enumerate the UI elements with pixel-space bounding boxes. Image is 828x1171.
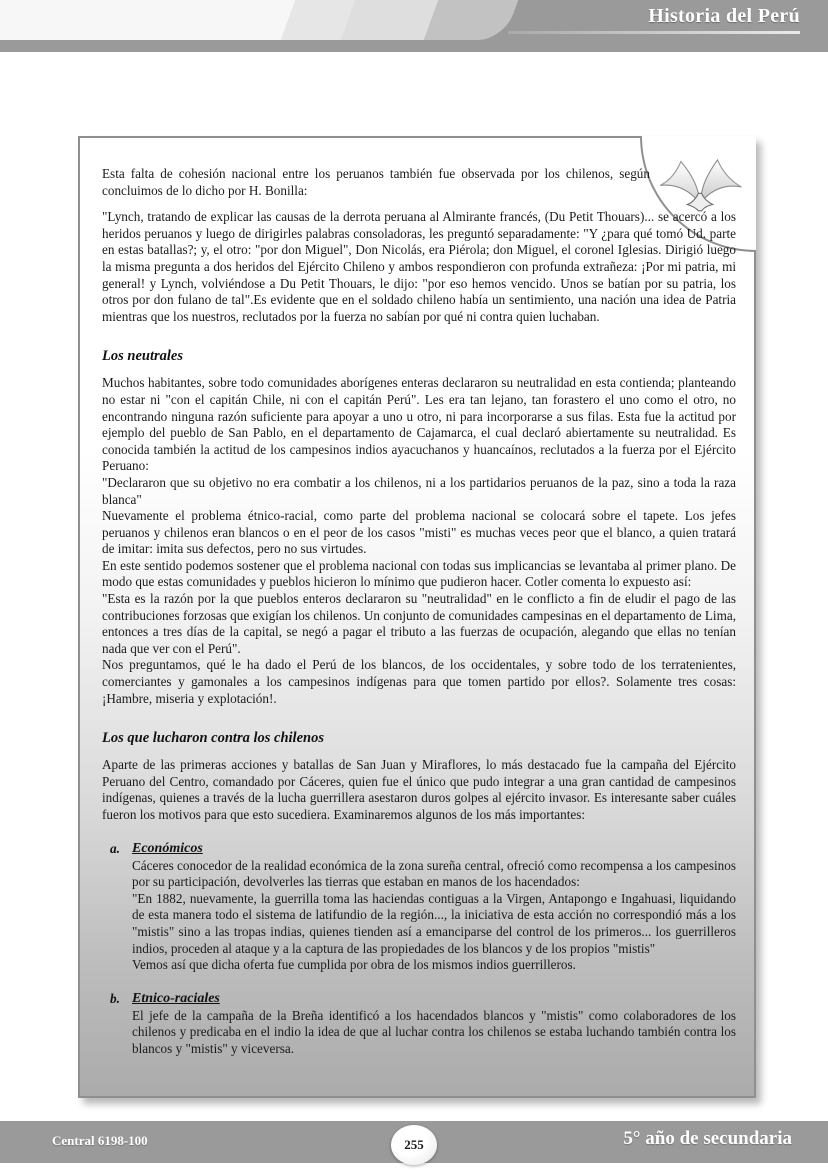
footer-grade-text: 5° año de secundaria: [623, 1128, 792, 1149]
page-number: 255: [404, 1137, 424, 1152]
spacer: [102, 199, 736, 209]
bonilla-quote: "Lynch, tratando de explicar las causas de la derrota peruana al Almirante francés, (Du Petit Thouars)... se acercó a los heridos peruanos y luego de dirigirles palabras consoladoras, les preguntó separadamente: "Y ¿para qué tomó Ud. parte en estas batallas?; y, el otro: "por don Miguel", Don Nicolás, era Piérola; don Miguel, el coronel Iglesias. Dirigió luego la misma pregunta a dos heridos del Ejército Chileno y ambos respondieron con profunda extrañeza: ¡Por mi patria, mi general! y Lynch, volviéndose a Du Petit Thouars, le dijo: "por eso hemos vencido. Unos se batían por su patria, los otros por don fulano de tal".Es evidente que en el soldado chileno había un sentimiento, una nación una idea de Patria mientras que los nuestros, reclutados por la fuerza no sabían por qué ni contra quien luchaban.: [102, 209, 736, 324]
header-lower-strip: [0, 40, 828, 52]
section-heading-neutrales: Los neutrales: [102, 348, 183, 365]
header-title: Historia del Perú: [648, 5, 800, 27]
section-heading-lucharon: Los que lucharon contra los chilenos: [102, 730, 324, 747]
neutrales-paragraph-3: Nuevamente el problema étnico-racial, como parte del problema nacional se colocará sobre el tapete. Los jefes peruanos y chilenos eran blancos o en el peor de los casos "misti" es muchas veces peor que el blanco, a quien tratará de imitar: imita sus defectos, pero no sus virtudes.: [102, 508, 736, 557]
lucharon-intro-paragraph: Aparte de las primeras acciones y batallas de San Juan y Miraflores, lo más destacado fue la campaña del Ejército Peruano del Centro, comandado por Cáceres, quien fue el único que pudo integrar a una gran cantidad de campesinos indígenas, quienes a través de la lucha guerrillera asestaron duros golpes al ejército invasor. Es interesante saber cuáles fueron los motivos para que esto sucediera. Examinaremos algunos de los más importantes:: [102, 757, 736, 822]
page-number-badge: [391, 1125, 437, 1165]
header-underline-rule: [508, 31, 800, 34]
economicos-paragraph-2: "En 1882, nuevamente, la guerrilla toma las haciendas contiguas a la Virgen, Antapongo e Ingahuasi, liquidando de esta manera todo el sistema de latifundio de la región..., la iniciativa de esta acción no correspondió más a los "mistis" sino a las tropas indias, quienes tienden así a emanciparse del control de los primeros... los guerrilleros indios, proceden al ataque y a la captura de las propiedades de los blancos y de los propios "mistis": [132, 890, 736, 956]
spacer: [102, 747, 736, 757]
list-item-body: [132, 858, 736, 974]
neutrales-paragraph-1: Muchos habitantes, sobre todo comunidades aborígenes enteras declararon su neutralidad en esta contienda; planteando no estar ni "con el capitán Chile, ni con el capitán Perú". Les era tan lejano, tan forastero el uno como el otro, no encontrando ninguna razón suficiente para apoyar a uno u otro, ni para incorporarse a sus filas. Esta fue la actitud por ejemplo del pueblo de San Pablo, en el departamento de Cajamarca, el cual declaró abiertamente su neutralidad. Es conocida también la actitud de los campesinos indios ayacuchanos y huancaínos, reclutados a la fuerza por el Ejército Peruano:: [102, 375, 736, 474]
intro-paragraph: Esta falta de cohesión nacional entre los peruanos también fue observada por los chilenos, según concluimos de lo dicho por H. Bonilla:: [102, 166, 650, 198]
document-body: [102, 166, 736, 1058]
neutrales-paragraph-4: En este sentido podemos sostener que el problema nacional con todas sus implicancias se levantaba al primer plano. De modo que estas comunidades y pueblos hicieron lo mínimo que pudieron hacer. Cotler comenta lo expuesto así:: [102, 557, 736, 590]
page-header: [0, 0, 828, 52]
list-item: [102, 990, 736, 1008]
spacer: [102, 365, 736, 375]
list-item-title: Económicos: [132, 840, 203, 856]
spacer: [102, 707, 736, 729]
spacer: [102, 325, 736, 347]
list-item-letter: b.: [110, 990, 120, 1006]
neutrales-paragraph-2: "Declararon que su objetivo no era combatir a los chilenos, ni a los partidarios peruanos de la paz, sino a toda la raza blanca": [102, 474, 736, 507]
content-panel-wrapper: [78, 136, 756, 1098]
etnico-raciales-paragraph-1: El jefe de la campaña de la Breña identificó a los hacendados blancos y "mistis" como colaboradores de los chilenos y predicaba en el indio la idea de que al luchar contra los chilenos se estaba luchando también contra los blancos y "mistis" y viceversa.: [132, 1007, 736, 1056]
header-band-white: [0, 0, 297, 40]
page-footer: [0, 1113, 828, 1171]
spacer: [102, 974, 736, 990]
list-item-letter: a.: [110, 840, 120, 856]
list-item-title: Etnico-raciales: [132, 990, 220, 1006]
neutrales-paragraph-5: "Esta es la razón por la que pueblos enteros declararon su "neutralidad" en le conflicto a fin de eludir el pago de las contribuciones forzosas que exigían los chilenos. Un conjunto de comunidades campesinas en el departamento de Lima, entonces a tres días de la capital, se negó a pagar el tributo a las fuerzas de ocupación, alegando que ellas no tenían nada que ver con el Perú".: [102, 591, 736, 656]
spacer: [102, 824, 736, 840]
list-item-body: [132, 1008, 736, 1058]
content-panel: [78, 136, 756, 1098]
neutrales-paragraph-6: Nos preguntamos, qué le ha dado el Perú de los blancos, de los occidentales, y sobre todo de los terratenientes, comerciantes y gamonales a los campesinos indígenas para que tomen partido por ellos?. Solamente tres cosas: ¡Hambre, miseria y explotación!.: [102, 657, 736, 706]
list-item: [102, 840, 736, 858]
economicos-paragraph-3: Vemos así que dicha oferta fue cumplida por obra de los mismos indios guerrilleros.: [132, 957, 576, 973]
economicos-paragraph-1: Cáceres conocedor de la realidad económica de la zona sureña central, ofreció como recompensa a los campesinos por su participación, devolverles las tierras que estaban en manos de los hacendados:: [132, 857, 736, 890]
footer-contact-text: Central 6198-100: [52, 1133, 148, 1148]
